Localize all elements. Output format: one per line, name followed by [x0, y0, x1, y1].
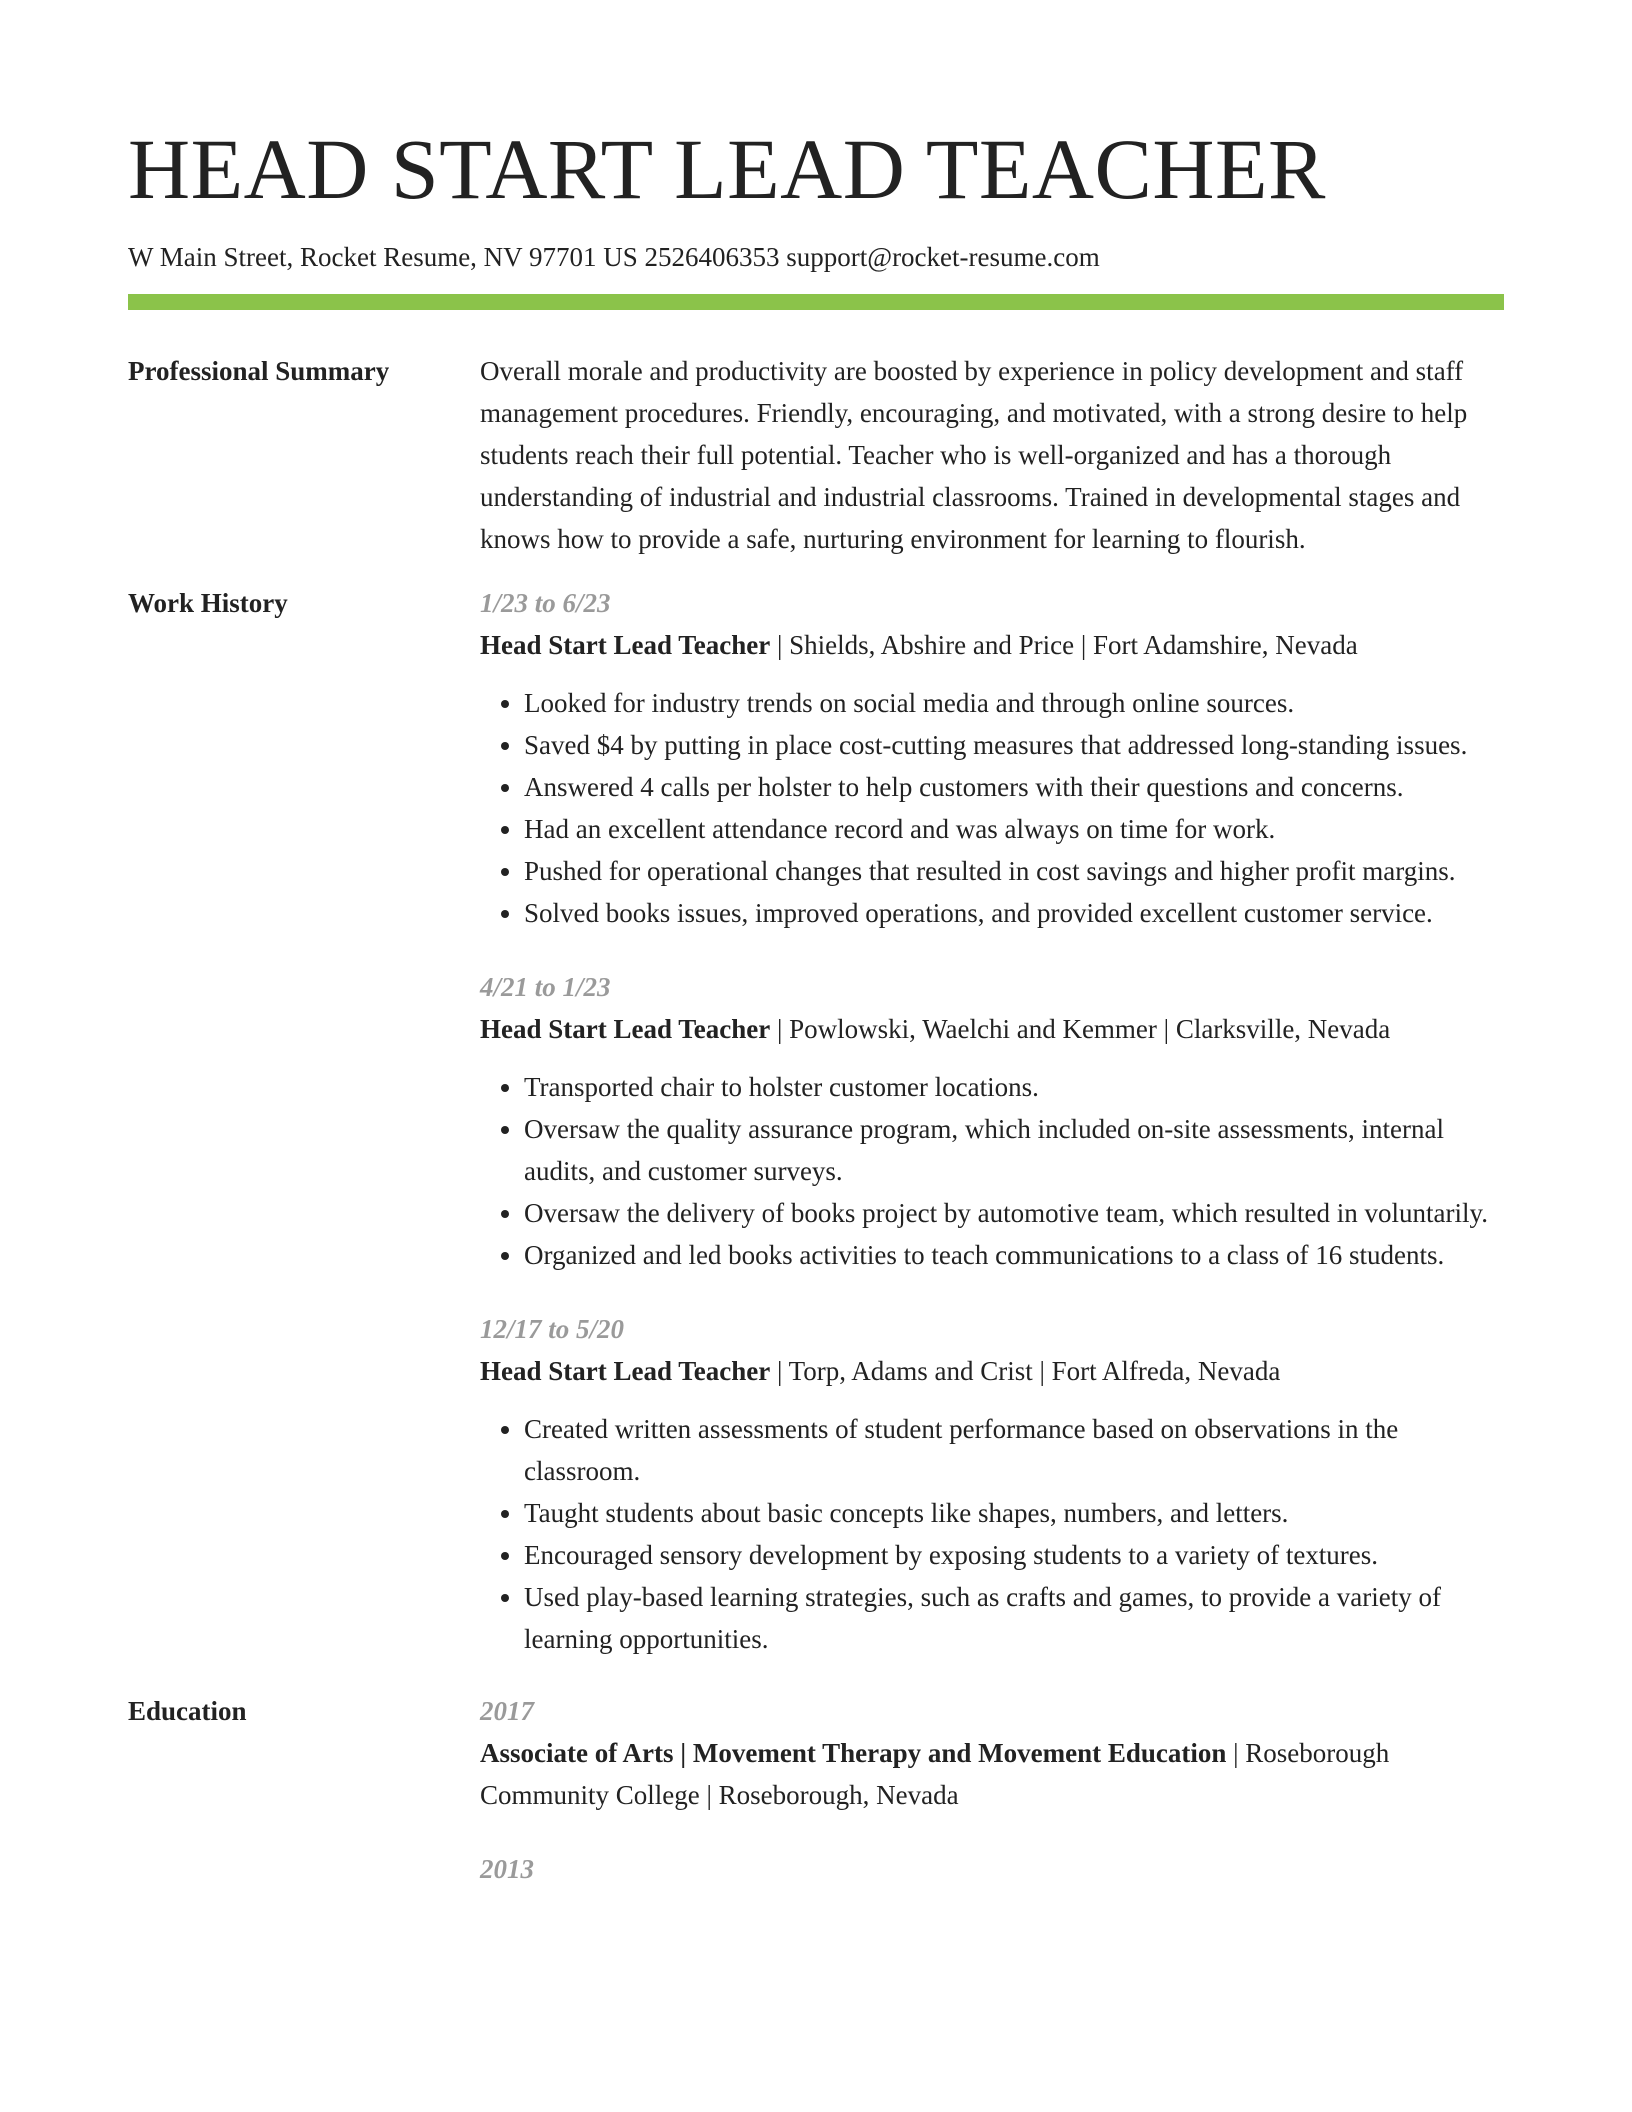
education-heading: [480, 1732, 1504, 1816]
job-employer-location: | Powlowski, Waelchi and Kemmer | Clarksville, Nevada: [770, 1014, 1391, 1044]
education-entry: [480, 1848, 1504, 1890]
work-history-section: [128, 582, 1504, 1660]
education-section: [128, 1690, 1504, 1890]
education-school-location: | Roseborough Community College | Roseborough, Nevada: [480, 1738, 1390, 1810]
section-label-education: Education: [128, 1696, 247, 1726]
job-bullet: • Had an excellent attendance record and was always on time for work.: [524, 808, 1504, 850]
section-label-work-history: Work History: [128, 588, 288, 618]
education-degree: Associate of Arts | Movement Therapy and Movement Education: [480, 1738, 1227, 1768]
job-heading: [480, 624, 1504, 666]
job-employer-location: | Torp, Adams and Crist | Fort Alfreda, Nevada: [770, 1356, 1281, 1386]
job-dates: 12/17 to 5/20: [480, 1314, 625, 1344]
job-employer-location: | Shields, Abshire and Price | Fort Adamshire, Nevada: [770, 630, 1358, 660]
job-bullet: • Encouraged sensory development by exposing students to a variety of textures.: [524, 1534, 1504, 1576]
job-dates: 4/21 to 1/23: [480, 972, 611, 1002]
job-bullet: • Created written assessments of student performance based on observations in the classroom.: [524, 1408, 1504, 1492]
job-bullet: • Answered 4 calls per holster to help customers with their questions and concerns.: [524, 766, 1504, 808]
job-entry: [480, 1308, 1504, 1660]
job-bullet: • Used play-based learning strategies, such as crafts and games, to provide a variety of learning opportunities.: [524, 1576, 1504, 1660]
accent-divider: [128, 294, 1504, 310]
resume-name-heading: HEAD START LEAD TEACHER: [128, 121, 1326, 217]
job-bullet-list: [480, 1408, 1504, 1660]
job-bullet: • Saved $4 by putting in place cost-cutting measures that addressed long-standing issues.: [524, 724, 1504, 766]
job-title: Head Start Lead Teacher: [480, 1014, 771, 1044]
job-bullet-list: [480, 1066, 1504, 1276]
job-title: Head Start Lead Teacher: [480, 630, 771, 660]
professional-summary-section: [128, 350, 1504, 560]
job-heading: [480, 1350, 1504, 1392]
job-bullet: • Looked for industry trends on social media and through online sources.: [524, 682, 1504, 724]
job-entry: [480, 582, 1504, 934]
job-entry: [480, 966, 1504, 1276]
job-bullet-list: [480, 682, 1504, 934]
summary-text: Overall morale and productivity are boosted by experience in policy development and staff management procedures. Friendly, encouraging, and motivated, with a strong desire to help students reach their full potential. Teacher who is well-organized and has a thorough understanding of industrial and industrial classrooms. Trained in developmental stages and knows how to provide a safe, nurturing environment for learning to flourish.: [480, 356, 1468, 554]
education-entry: [480, 1690, 1504, 1816]
job-bullet: • Solved books issues, improved operations, and provided excellent customer service.: [524, 892, 1504, 934]
education-date: 2013: [480, 1854, 534, 1884]
job-heading: [480, 1008, 1504, 1050]
job-bullet: • Oversaw the delivery of books project by automotive team, which resulted in voluntarily.: [524, 1192, 1504, 1234]
resume-page: [128, 0, 1504, 1890]
job-bullet: • Oversaw the quality assurance program, which included on-site assessments, internal audits, and customer surveys.: [524, 1108, 1504, 1192]
section-label-summary: Professional Summary: [128, 356, 390, 386]
job-bullet: • Taught students about basic concepts like shapes, numbers, and letters.: [524, 1492, 1504, 1534]
job-dates: 1/23 to 6/23: [480, 588, 611, 618]
work-history-list: [480, 582, 1504, 1660]
education-date: 2017: [480, 1696, 534, 1726]
job-bullet: • Pushed for operational changes that resulted in cost savings and higher profit margins.: [524, 850, 1504, 892]
job-title: Head Start Lead Teacher: [480, 1356, 771, 1386]
job-bullet: • Transported chair to holster customer locations.: [524, 1066, 1504, 1108]
job-bullet: • Organized and led books activities to teach communications to a class of 16 students.: [524, 1234, 1504, 1276]
education-list: [480, 1690, 1504, 1890]
contact-line: W Main Street, Rocket Resume, NV 97701 US 2526406353 support@rocket-resume.com: [128, 242, 1100, 272]
